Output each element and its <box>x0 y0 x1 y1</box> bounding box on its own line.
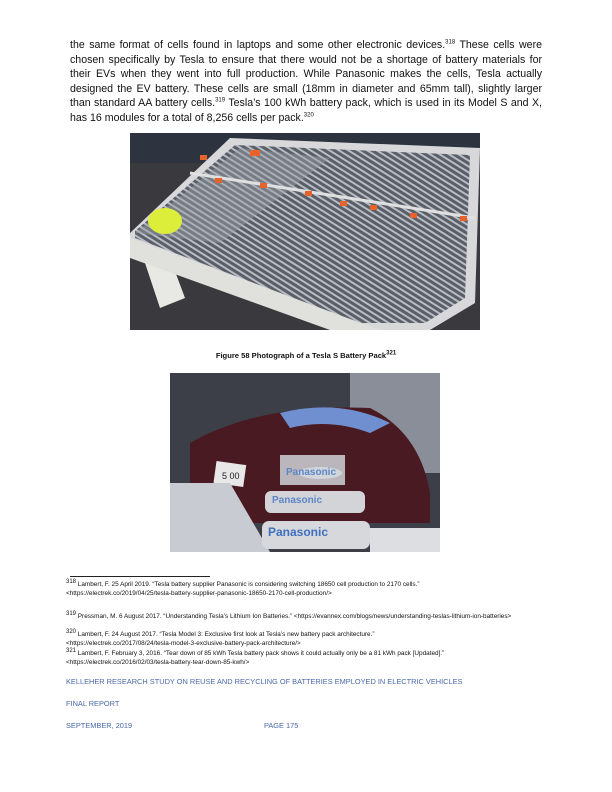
text-part: These cells were chosen specifically by Tesla to ensure that there would not be a shortage of battery materials for their EVs when they went into full production. While Panasonic makes the cells, Tesla actually designed the EV battery. These cells are small (18mm in diameter and 65mm tall), slightly larger than standard AA battery cells. <box>70 39 542 110</box>
cell-label: Panasonic <box>268 525 329 539</box>
footer-report: FINAL REPORT <box>66 699 120 708</box>
footnote-ref[interactable]: 318 <box>445 39 456 46</box>
cell-label: Panasonic <box>272 495 323 506</box>
footnote-link[interactable]: <https://electrek.co/2017/08/24/tesla-model-3-exclusive-battery-pack-architecture/> <box>66 640 301 648</box>
text-part: the same format of cells found in laptops and some other electronic devices. <box>70 39 446 51</box>
footnote-link[interactable]: <https://electrek.co/2019/04/25/tesla-battery-supplier-panasonic-18650-2170-cell-production/> <box>66 590 332 598</box>
body-paragraph <box>70 38 542 126</box>
footnote-ref[interactable]: 319 <box>215 97 226 104</box>
footer-date: SEPTEMBER, 2019 <box>66 721 133 730</box>
footnote-text: Lambert, F. 25 April 2019. “Tesla battery supplier Panasonic is considering switching 18650 cell production to 2170 cells.” <box>77 581 420 588</box>
footnote-separator <box>70 576 210 577</box>
license-plate: 5 00 <box>222 471 240 481</box>
text-part: Tesla’s 100 kWh battery pack, which is used in its Model S and X, has 16 modules for a total of 8,256 cells per pack. <box>70 97 542 124</box>
footnote-number: 321 <box>66 647 77 654</box>
figure-caption <box>0 351 612 360</box>
footnote-319 <box>66 612 556 621</box>
footnote-ref[interactable]: 320 <box>303 112 314 119</box>
battery-pack-photo <box>130 133 480 330</box>
footnote-ref[interactable]: 321 <box>386 350 397 357</box>
footnote-text: Lambert, F. February 3, 2016. “Tear down of 85 kWh Tesla battery pack shows it could actually only be a 81 kWh pack [Updated].” <box>77 650 445 657</box>
footnote-number: 319 <box>66 610 77 617</box>
footnote-text[interactable]: Pressman, M. 6 August 2017. “Understanding Tesla’s Lithium Ion Batteries.” <https://evannex.com/blogs/news/understanding-teslas-lithium-ion-batteries> <box>77 613 512 620</box>
footnote-318 <box>66 580 556 599</box>
caption-text: Figure 58 Photograph of a Tesla S Battery Pack <box>215 351 387 360</box>
footnote-link[interactable]: <https://electrek.co/2016/02/03/tesla-battery-tear-down-85-kwh/> <box>66 659 250 667</box>
panasonic-cells-photo <box>170 373 440 552</box>
footnote-text: Lambert, F. 24 August 2017. “Tesla Model 3: Exclusive first look at Tesla’s new battery pack architecture.” <box>77 631 375 638</box>
footer-title: KELLEHER RESEARCH STUDY ON REUSE AND RECYCLING OF BATTERIES EMPLOYED IN ELECTRIC VEHICLES <box>66 677 463 686</box>
footnote-320 <box>66 630 556 649</box>
cell-label: Panasonic <box>286 467 337 478</box>
page-number: PAGE 175 <box>264 721 299 730</box>
footnote-321 <box>66 649 556 668</box>
footnote-number: 318 <box>66 578 77 585</box>
footnote-number: 320 <box>66 628 77 635</box>
